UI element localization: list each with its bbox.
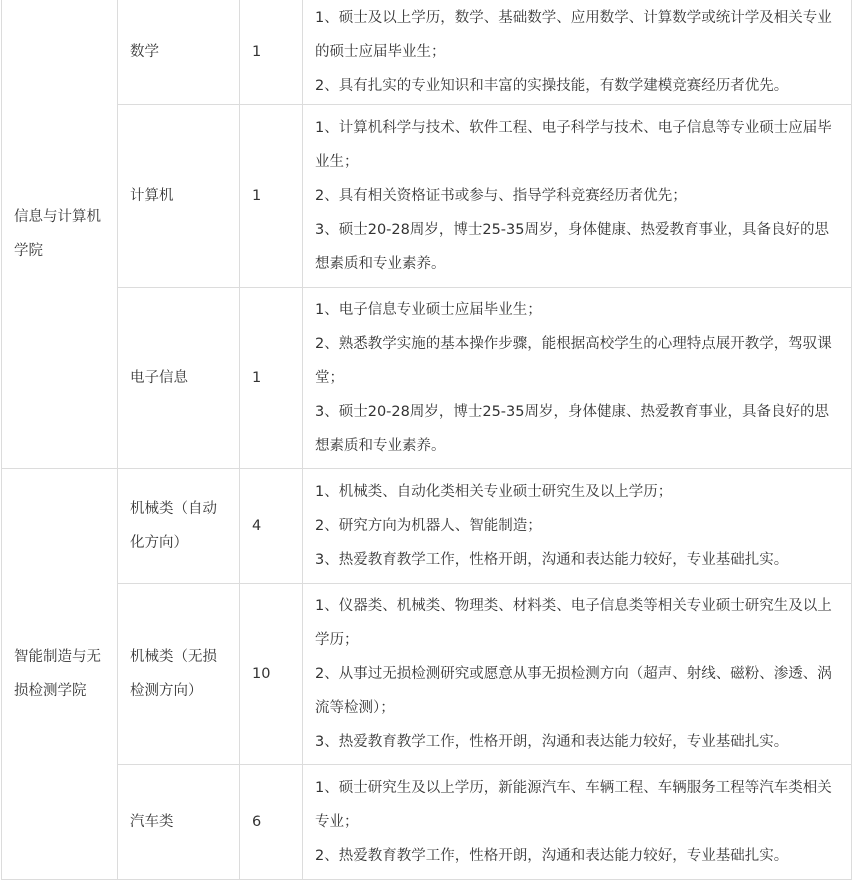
requirements-cell — [303, 584, 852, 765]
major-cell: 数学 — [118, 0, 240, 105]
college-cell: 智能制造与无损检测学院 — [2, 469, 118, 880]
requirement-line: 3、硕士20-28周岁，博士25-35周岁，身体健康、热爱教育事业，具备良好的思想素质和专业素养。 — [315, 404, 829, 454]
requirement-line: 2、具有相关资格证书或参与、指导学科竞赛经历者优先； — [315, 188, 687, 204]
count-cell: 6 — [240, 765, 303, 880]
recruitment-table — [1, 0, 852, 880]
requirement-line: 2、熟悉教学实施的基本操作步骤，能根据高校学生的心理特点展开教学，驾驭课堂； — [315, 336, 832, 386]
requirements-cell — [303, 288, 852, 469]
requirement-line: 3、热爱教育教学工作，性格开朗，沟通和表达能力较好，专业基础扎实。 — [315, 734, 789, 750]
requirements-cell — [303, 105, 852, 288]
requirements-cell — [303, 469, 852, 584]
major-cell: 计算机 — [118, 105, 240, 288]
requirement-line: 1、电子信息专业硕士应届毕业生； — [315, 302, 542, 318]
requirement-line: 3、硕士20-28周岁，博士25-35周岁，身体健康、热爱教育事业，具备良好的思想素质和专业素养。 — [315, 222, 829, 272]
requirement-line: 1、硕士研究生及以上学历，新能源汽车、车辆工程、车辆服务工程等汽车类相关专业； — [315, 780, 832, 830]
requirement-line: 3、热爱教育教学工作，性格开朗，沟通和表达能力较好，专业基础扎实。 — [315, 552, 789, 568]
count-cell: 1 — [240, 105, 303, 288]
count-cell: 10 — [240, 584, 303, 765]
table-row — [2, 584, 852, 765]
table-row — [2, 288, 852, 469]
major-cell: 电子信息 — [118, 288, 240, 469]
table-row — [2, 105, 852, 288]
major-cell: 机械类（自动化方向） — [118, 469, 240, 584]
requirement-line: 2、具有扎实的专业知识和丰富的实操技能，有数学建模竞赛经历者优先。 — [315, 78, 789, 94]
table-row — [2, 765, 852, 880]
count-cell: 1 — [240, 288, 303, 469]
requirement-line: 2、从事过无损检测研究或愿意从事无损检测方向（超声、射线、磁粉、渗透、涡流等检测）； — [315, 666, 832, 716]
table-row — [2, 0, 852, 105]
requirement-line: 1、硕士及以上学历，数学、基础数学、应用数学、计算数学或统计学及相关专业的硕士应届毕业生； — [315, 10, 832, 60]
requirements-cell — [303, 765, 852, 880]
major-cell: 汽车类 — [118, 765, 240, 880]
requirement-line: 1、仪器类、机械类、物理类、材料类、电子信息类等相关专业硕士研究生及以上学历； — [315, 598, 832, 648]
count-cell: 1 — [240, 0, 303, 105]
requirement-line: 1、计算机科学与技术、软件工程、电子科学与技术、电子信息等专业硕士应届毕业生； — [315, 120, 832, 170]
table-row — [2, 469, 852, 584]
requirement-line: 1、机械类、自动化类相关专业硕士研究生及以上学历； — [315, 484, 673, 500]
requirement-line: 2、热爱教育教学工作，性格开朗，沟通和表达能力较好，专业基础扎实。 — [315, 848, 789, 864]
count-cell: 4 — [240, 469, 303, 584]
requirement-line: 2、研究方向为机器人、智能制造； — [315, 518, 542, 534]
requirements-cell — [303, 0, 852, 105]
college-cell: 信息与计算机学院 — [2, 0, 118, 469]
major-cell: 机械类（无损检测方向） — [118, 584, 240, 765]
